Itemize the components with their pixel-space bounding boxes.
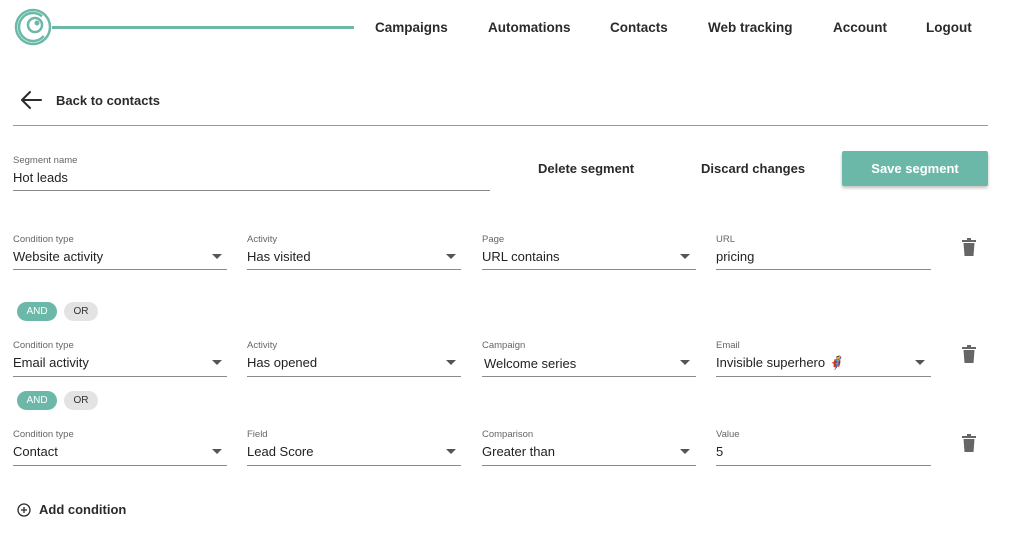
field-select[interactable]: Lead Score [247,444,314,459]
add-condition-button[interactable] [17,502,126,517]
value-input[interactable]: 5 [716,444,724,459]
email-select[interactable]: Invisible superhero 🦸 [716,355,845,370]
and-toggle[interactable]: AND [17,391,57,410]
back-label: Back to contacts [56,92,161,108]
comparison-label: Comparison [482,429,534,440]
condition-type-label: Condition type [13,429,74,440]
chevron-down-icon[interactable] [212,360,222,365]
delete-segment-button[interactable]: Delete segment [538,161,635,176]
email-label: Email [716,340,740,351]
chevron-down-icon[interactable] [446,360,456,365]
activity-label: Activity [247,340,278,351]
activity-label: Activity [247,234,278,245]
field-underline [716,269,931,270]
field-underline [716,465,931,466]
logo-spiral-icon [14,8,52,46]
chevron-down-icon[interactable] [212,254,222,259]
field-underline [247,269,461,270]
save-segment-button[interactable]: Save segment [842,151,988,186]
field-underline [482,376,696,377]
condition-type-select[interactable]: Email activity [13,355,89,370]
chevron-down-icon[interactable] [212,449,222,454]
page-label: Page [482,234,505,245]
nav-web-tracking[interactable]: Web tracking [708,20,793,35]
header-accent-line [52,26,354,29]
condition-type-select[interactable]: Website activity [13,249,104,264]
condition-type-label: Condition type [13,340,74,351]
or-toggle[interactable]: OR [64,302,98,321]
back-to-contacts-link[interactable] [20,88,160,112]
plus-circle-icon [17,503,31,517]
nav-account[interactable]: Account [833,20,887,35]
arrow-left-icon [20,90,42,110]
activity-select[interactable]: Has opened [247,355,318,370]
url-label: URL [716,234,736,245]
condition-type-select[interactable]: Contact [13,444,58,459]
field-underline [13,376,227,377]
add-condition-label: Add condition [39,502,127,517]
section-divider [13,125,988,126]
campaign-label: Campaign [482,340,526,351]
activity-select[interactable]: Has visited [247,249,311,264]
page-select[interactable]: URL contains [482,249,560,264]
field-underline [482,269,696,270]
field-label: Field [247,429,268,440]
chevron-down-icon[interactable] [680,254,690,259]
chevron-down-icon[interactable] [680,360,690,365]
nav-campaigns[interactable]: Campaigns [375,20,448,35]
chevron-down-icon[interactable] [680,449,690,454]
delete-condition-trash-icon[interactable] [962,238,976,256]
and-toggle[interactable]: AND [17,302,57,321]
nav-automations[interactable]: Automations [488,20,571,35]
campaign-select[interactable]: Welcome series [484,356,577,371]
discard-changes-button[interactable]: Discard changes [701,161,806,176]
field-underline [482,465,696,466]
main-nav [375,20,972,38]
value-label: Value [716,429,740,440]
field-underline [247,376,461,377]
or-toggle[interactable]: OR [64,391,98,410]
segment-name-underline [13,190,490,191]
chevron-down-icon[interactable] [915,360,925,365]
chevron-down-icon[interactable] [446,254,456,259]
field-underline [716,376,931,377]
field-underline [13,465,227,466]
delete-condition-trash-icon[interactable] [962,434,976,452]
condition-type-label: Condition type [13,234,74,245]
comparison-select[interactable]: Greater than [482,444,555,459]
field-underline [13,269,227,270]
chevron-down-icon[interactable] [446,449,456,454]
url-input[interactable]: pricing [716,249,755,264]
delete-condition-trash-icon[interactable] [962,345,976,363]
segment-name-input[interactable]: Hot leads [13,170,68,185]
field-underline [247,465,461,466]
segment-name-label: Segment name [13,155,78,166]
nav-contacts[interactable]: Contacts [610,20,668,35]
nav-logout[interactable]: Logout [926,20,972,35]
